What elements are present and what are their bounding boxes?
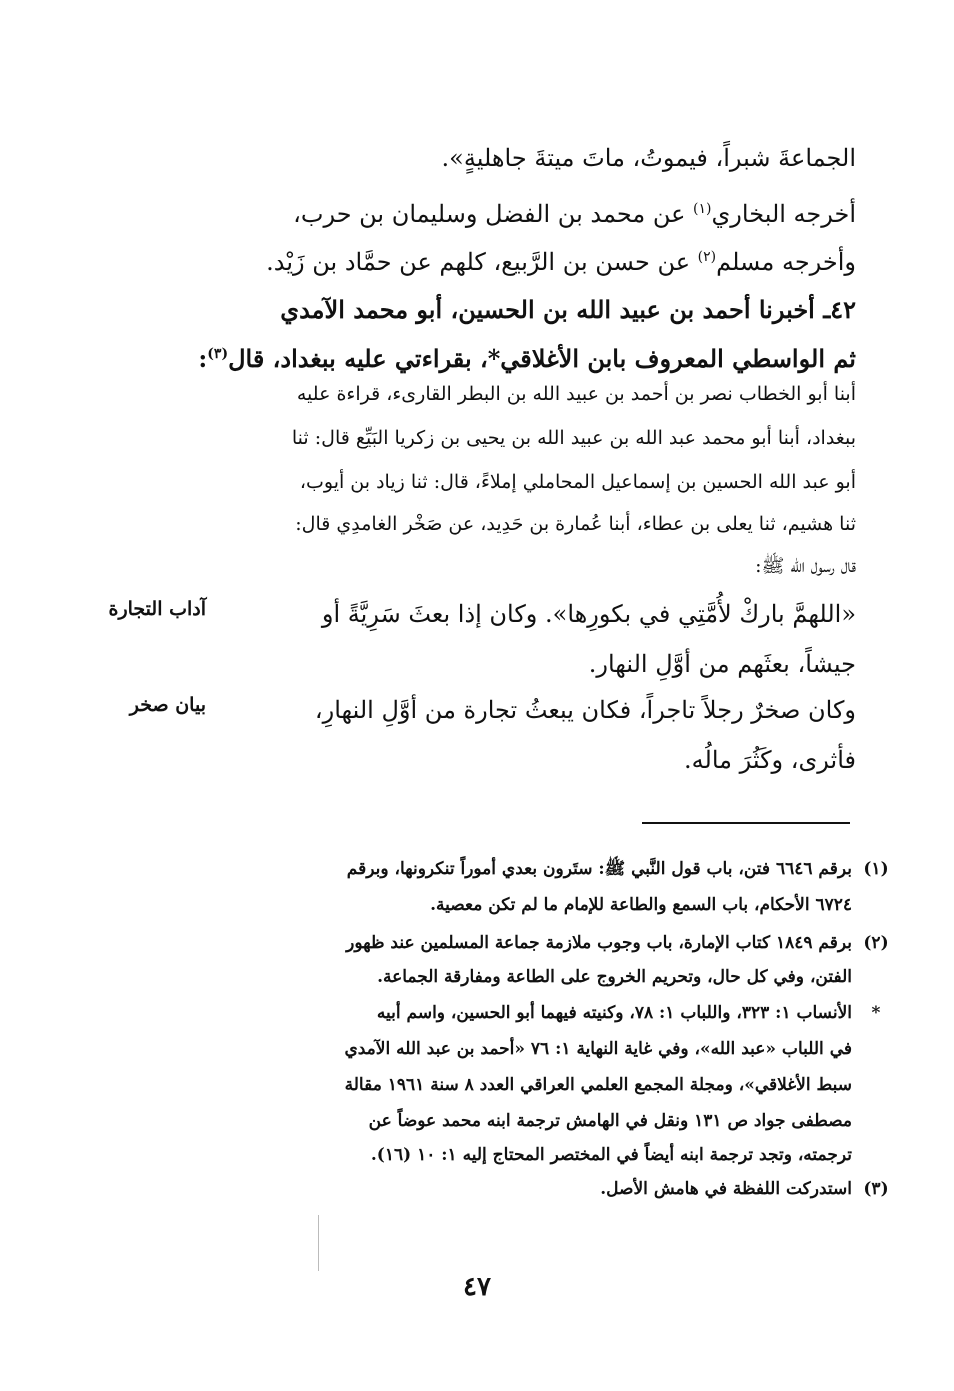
hadith-text-line: فأثرى، وكَثُرَ مالُه. [684, 746, 856, 774]
hadith-heading-line: ٤٢ـ أخبرنا أحمد بن عبيد الله بن الحسين، أبو محمد الآمدي [280, 295, 856, 324]
isnad-line: ببغداد، أبنا أبو محمد عبد الله بن عبيد الله بن يحيى بن زكريا البَيِّع قال: ثنا [291, 427, 856, 449]
footnote-line [228, 926, 889, 960]
footnote-line [228, 1172, 889, 1206]
isnad-line: ثنا هشيم، ثنا يعلى بن عطاء، أبنا عُمارة بن حَدِيد، عن صَخْر الغامدِي قال: [295, 513, 856, 535]
footnote-text: برقم ١٨٤٩ كتاب الإمارة، باب وجوب ملازمة جماعة المسلمين عند ظهور [346, 933, 852, 953]
footnote-line [228, 1068, 852, 1102]
footnote-line [228, 1104, 852, 1138]
text-line [228, 185, 856, 233]
footnote-text: في اللباب «عبد الله»، وفي غاية النهاية ١: ٧٦ «أحمد بن عبد الله الآمدي [344, 1039, 852, 1059]
scan-artifact-line [318, 1215, 319, 1271]
footnote-text: الأنساب ١: ٣٢٣، واللباب ١: ٧٨، وكنيته فيهما أبو الحسين، واسم أبيه [376, 1003, 852, 1023]
footnote-number: (٣) [863, 1179, 889, 1199]
footnote-ref[interactable]: (٢) [697, 249, 717, 265]
footnote-ref[interactable]: (٣) [207, 346, 229, 362]
footnote-text: ٦٧٢٤ الأحكام، باب السمع والطاعة للإمام ما لم تكن معصية. [430, 895, 852, 915]
footnotes [228, 852, 889, 1212]
hadith-text-line: جيشاً، بعثَهم من أوَّلِ النهار. [588, 650, 856, 678]
line-text: عن محمد بن الفضل وسليمان بن حرب، [293, 200, 694, 228]
isnad-line: أبو عبد الله الحسين بن إسماعيل المحاملي إملاءً، قال: ثنا زياد بن أيوب، [299, 471, 856, 493]
footnote-separator [642, 822, 850, 824]
line-text: : [198, 344, 208, 373]
footnote-text: استدركت اللفظة في هامش الأصل. [600, 1179, 852, 1199]
line-text: أخرجه البخاري [711, 200, 856, 228]
footnote-number: (٢) [863, 933, 889, 953]
page-number: ٤٧ [463, 1272, 491, 1302]
footnote-line [228, 888, 852, 922]
footnote-line [228, 996, 881, 1030]
footnote-number: (١) [863, 859, 889, 879]
main-text [198, 0, 856, 800]
hadith-text-line: «اللهمَّ باركْ لأُمَّتِي في بكورِها». وكان إذا بعثَ سَرِيَّةً أو [321, 600, 856, 628]
text-line: الجماعةَ شبراً، فيموتُ، ماتَ ميتةَ جاهليةٍ». [441, 144, 856, 172]
footnote-ref[interactable]: (١) [693, 201, 712, 217]
footnote-text: سبط الأغلاقي»، ومجلة المجمع العلمي العراقي العدد ٨ سنة ١٩٦١ مقالة [344, 1075, 852, 1095]
footnote-text: الفتن، وفي كل حال، وتحريم الخروج على الطاعة ومفارقة الجماعة. [377, 967, 852, 987]
footnote-text: ترجمته، وتجد ترجمة ابنه أيضاً في المختصر المحتاج إليه ١: ١٠ (١٦). [370, 1145, 852, 1165]
line-text: عن حسن بن الرَّبيع، كلهم عن حمَّاد بن زَيْد. [266, 248, 698, 276]
footnote-line [228, 852, 889, 886]
footnote-number: * [871, 1003, 881, 1023]
footnote-text: مصطفى جواد ص ١٣١ ونقل في الهامش ترجمة ابنه محمد عوضاً عن [368, 1111, 852, 1131]
text-line [228, 233, 856, 281]
footnote-line [228, 1138, 852, 1172]
line-text: وأخرجه مسلم [716, 248, 856, 276]
footnote-line [228, 960, 852, 994]
footnote-line [228, 1032, 852, 1066]
footnote-text: برقم ٦٦٤٦ فتن، باب قول النَّبي ﷺ: ستَرون بعدي أموراً تنكرونها، وبرقم [346, 859, 852, 879]
margin-note-sakhr: بيان صخر [129, 694, 206, 716]
isnad-line: أبنا أبو الخطاب نصر بن أحمد بن عبيد الله بن البطر القارىء، قراءة عليه [296, 383, 856, 405]
hadith-heading-line [198, 330, 856, 378]
margin-note-trade: آداب التجارة [108, 598, 206, 620]
line-text: ثم الواسطي المعروف بابن الأغلاقي*، بقراءتي عليه ببغداد، قال [228, 344, 856, 373]
hadith-text-line: وكان صخرٌ رجلاً تاجراً، فكان يبعثُ تجارة من أوَّلِ النهارِ، [314, 696, 856, 724]
isnad-line: قال رسول الله ﷺ: [755, 555, 856, 577]
